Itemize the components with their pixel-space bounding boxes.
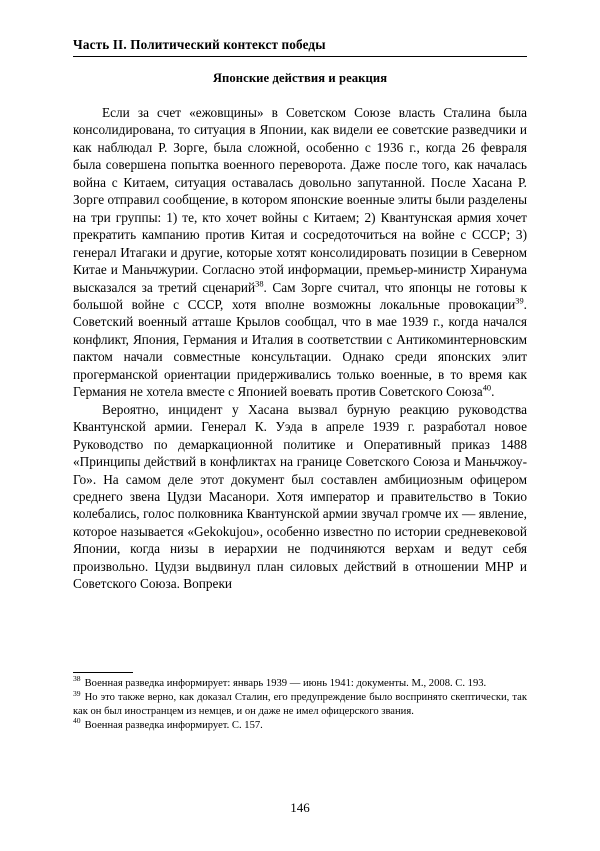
- running-head-rule: [73, 56, 527, 57]
- paragraph-1: [73, 104, 527, 401]
- footnote-marker-39[interactable]: 39: [515, 296, 524, 306]
- footnote-40-text: Военная разведка информирует. С. 157.: [84, 719, 263, 731]
- paragraph-2: Вероятно, инцидент у Хасана вызвал бурную реакцию руководства Квантунской армии. Генерал К. Уэда в апреле 1939 г. разработал новое Руководство по демаркационной политике и Оперативный приказ 1488 «Принципы действий в конфликтах на границе Советского Союза и Маньчжоу-Го». На самом деле этот документ был составлен амбициозным офицером среднего звена Цудзи Масанори. Хотя император и правительство в Токио колебались, голос полковника Квантунской армии звучал громче их — явление, которое называется «Gekokujou», особенно известно по истории средневековой Японии, когда низы в иерархии не подчиняются верхам и ведут себя произвольно. Цудзи выдвинул план силовых действий в отношении МНР и Советского Союза. Вопреки: [73, 401, 527, 592]
- section-heading: Японские действия и реакция: [212, 71, 388, 85]
- running-head: [73, 37, 527, 65]
- footnote-39-number: 39: [73, 688, 81, 698]
- footnote-separator-rule: [73, 672, 133, 673]
- footnote-38-number: 38: [73, 674, 81, 684]
- footnote-38: [73, 674, 527, 691]
- footnote-39: [73, 688, 527, 718]
- body-text: [73, 104, 527, 593]
- page-number: 146: [290, 800, 310, 815]
- footnote-39-text: Но это также верно, как доказал Сталин, его предупреждение было воспринято скептически, так как он был иностранцем из немцев, и он даже не имел офицерского звания.: [73, 692, 527, 717]
- footnotes-block: [73, 672, 527, 733]
- footnote-marker-40[interactable]: 40: [482, 383, 492, 393]
- paragraph-1-segment-b: . Сам Зорге считал, что японцы не готовы к большой войне с СССР, хотя вполне возможны локальные провокации: [73, 279, 527, 312]
- footnote-marker-38[interactable]: 38: [255, 279, 264, 289]
- running-head-title: Часть II. Политический контекст победы: [73, 37, 326, 52]
- footnote-40-number: 40: [73, 716, 81, 726]
- footnote-38-text: Военная разведка информирует: январь 1939 — июнь 1941: документы. М., 2008. С. 193.: [84, 678, 487, 689]
- paragraph-1-segment-d: .: [491, 384, 495, 400]
- paragraph-1-segment-a: Если за счет «ежовщины» в Советском Союзе власть Сталина была консолидирована, то ситуация в Японии, как видели ее советские разведчики и как наблюдал Р. Зорге, была сложной, особенно с 1936 г., когда 26 февраля была совершена попытка военного переворота. Даже после того, как началась война с Китаем, ситуация оставалась довольно запутанной. После Хасана Р. Зорге отправил сообщение, в котором японские военные элиты были разделены на три группы: 1) те, кто хочет войны с Китаем; 2) Квантунская армия хочет прекратить кампанию против Китая и сосредоточиться на войне с СССР; 3) генерал Итагаки и другие, которые хотят консолидировать позиции в Северном Китае и Маньчжурии. Согласно этой информации, премьер-министр Хиранума высказался за третий сценарий: [73, 105, 527, 295]
- paragraph-1-segment-c: . Советский военный атташе Крылов сообщал, что в мае 1939 г., когда начался конфликт, Япония, Германия и Италия в соответствии с Антикоминтерновским пактом начали совместные консультации. Однако среди японских элит прогерманской ориентации придерживались только военные, в то время как Германия не хотела вместе с Японией воевать против Советского Союза: [73, 296, 527, 400]
- footnote-40: [73, 716, 527, 733]
